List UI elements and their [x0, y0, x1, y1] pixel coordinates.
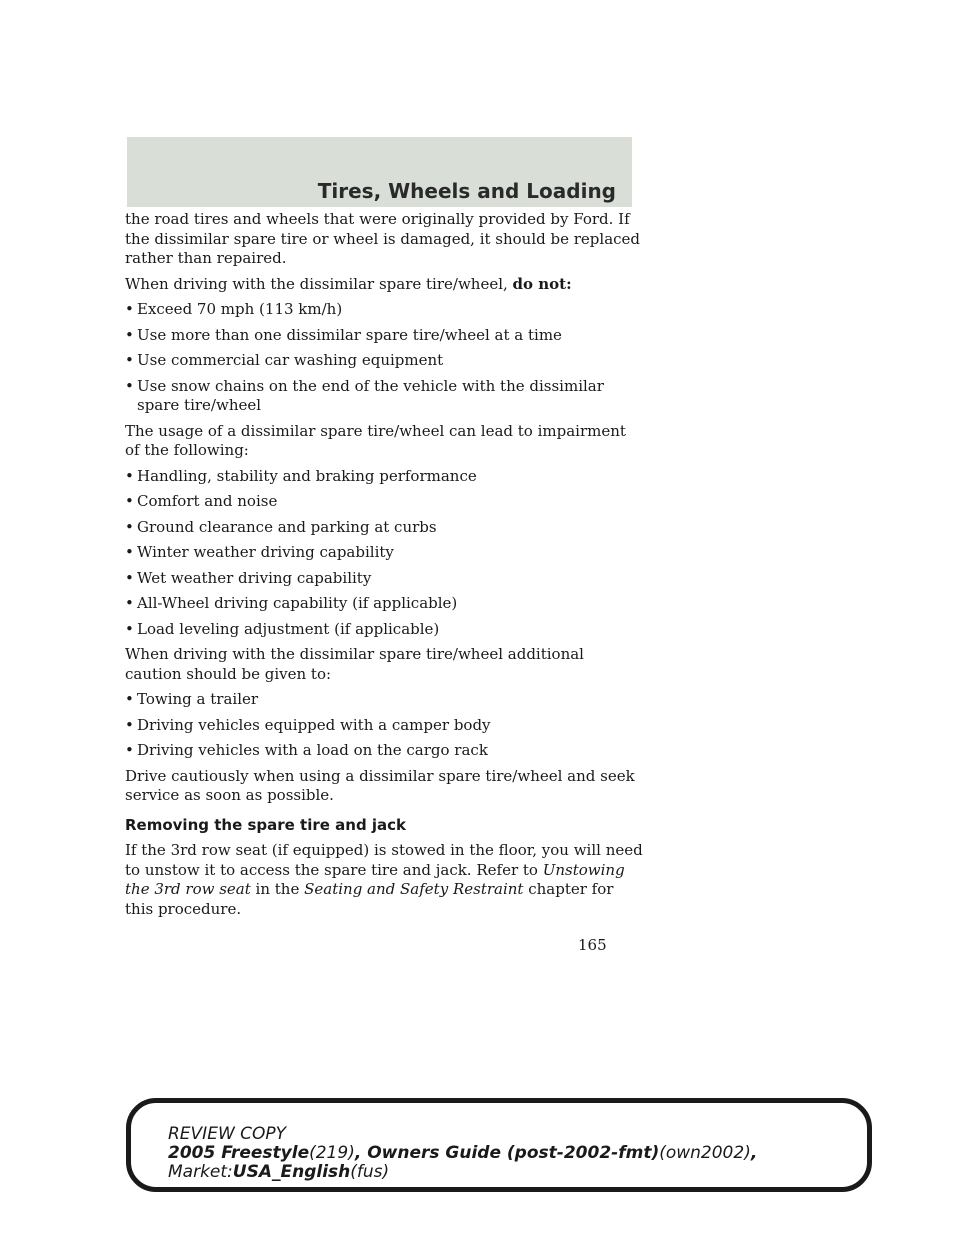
list-item: • Use snow chains on the end of the vehicle with the dissimilar spare tire/wheel: [125, 376, 604, 414]
page-content: [125, 210, 645, 925]
paragraph: the road tires and wheels that were originally provided by Ford. If the dissimilar spare tire or wheel is damaged, it should be replaced rather than repaired.: [125, 210, 641, 267]
bullet-icon: •: [125, 594, 134, 612]
review-copy-box: [126, 1098, 872, 1192]
paragraph: When driving with the dissimilar spare tire/wheel, do not:: [125, 274, 572, 293]
list-item: • Wet weather driving capability: [125, 568, 372, 587]
review-line-2: 2005 Freestyle(219), Owners Guide (post-2002-fmt)(own2002),: [168, 1143, 758, 1163]
bullet-icon: •: [125, 715, 134, 734]
bullet-icon: •: [125, 351, 134, 369]
page-number: 165: [578, 936, 607, 954]
emphasis-text: do not:: [512, 274, 572, 293]
list-item: • Handling, stability and braking performance: [125, 466, 477, 485]
section-header-band: [127, 137, 632, 207]
list-item: • Driving vehicles with a load on the cargo rack: [125, 741, 488, 759]
paragraph: If the 3rd row seat (if equipped) is stowed in the floor, you will need to unstow it to access the spare tire and jack. Refer to Unstowing the 3rd row seat in the Seating and Safety Restraint chapter for this procedure.: [125, 841, 643, 918]
bullet-icon: •: [125, 466, 134, 485]
review-line-1: REVIEW COPY: [168, 1124, 287, 1144]
bullet-icon: •: [125, 492, 134, 510]
impairment-list: [125, 467, 645, 640]
review-line-3: Market:USA_English(fus): [168, 1162, 390, 1182]
list-item: • Use more than one dissimilar spare tire/wheel at a time: [125, 325, 562, 344]
bullet-icon: •: [125, 619, 134, 638]
review-copy-text: [168, 1125, 757, 1182]
list-item: • Driving vehicles equipped with a camper body: [125, 715, 491, 734]
paragraph: Drive cautiously when using a dissimilar spare tire/wheel and seek service as soon as possible.: [125, 766, 635, 804]
bullet-icon: •: [125, 517, 134, 536]
bullet-icon: •: [125, 376, 134, 395]
section-title: Tires, Wheels and Loading: [317, 179, 616, 203]
donot-list: [125, 300, 645, 416]
cross-reference: Unstowing the 3rd row seat: [125, 860, 625, 898]
list-item: • All-Wheel driving capability (if applicable): [125, 594, 458, 612]
list-item: • Winter weather driving capability: [125, 543, 394, 561]
list-item: • Ground clearance and parking at curbs: [125, 517, 437, 536]
cross-reference: Seating and Safety Restraint: [304, 880, 524, 898]
bullet-icon: •: [125, 325, 134, 344]
bullet-icon: •: [125, 300, 134, 318]
list-item: • Comfort and noise: [125, 492, 278, 510]
paragraph: When driving with the dissimilar spare tire/wheel additional caution should be given to:: [125, 645, 584, 683]
bullet-icon: •: [125, 543, 134, 561]
paragraph: The usage of a dissimilar spare tire/wheel can lead to impairment of the following:: [125, 421, 626, 459]
bullet-icon: •: [125, 741, 134, 759]
list-item: • Exceed 70 mph (113 km/h): [125, 300, 343, 318]
list-item: • Load leveling adjustment (if applicable): [125, 619, 440, 638]
list-item: • Towing a trailer: [125, 690, 259, 708]
list-item: • Use commercial car washing equipment: [125, 351, 444, 369]
section-heading: Removing the spare tire and jack: [125, 815, 407, 834]
bullet-icon: •: [125, 568, 134, 587]
caution-list: [125, 690, 645, 761]
bullet-icon: •: [125, 690, 134, 708]
